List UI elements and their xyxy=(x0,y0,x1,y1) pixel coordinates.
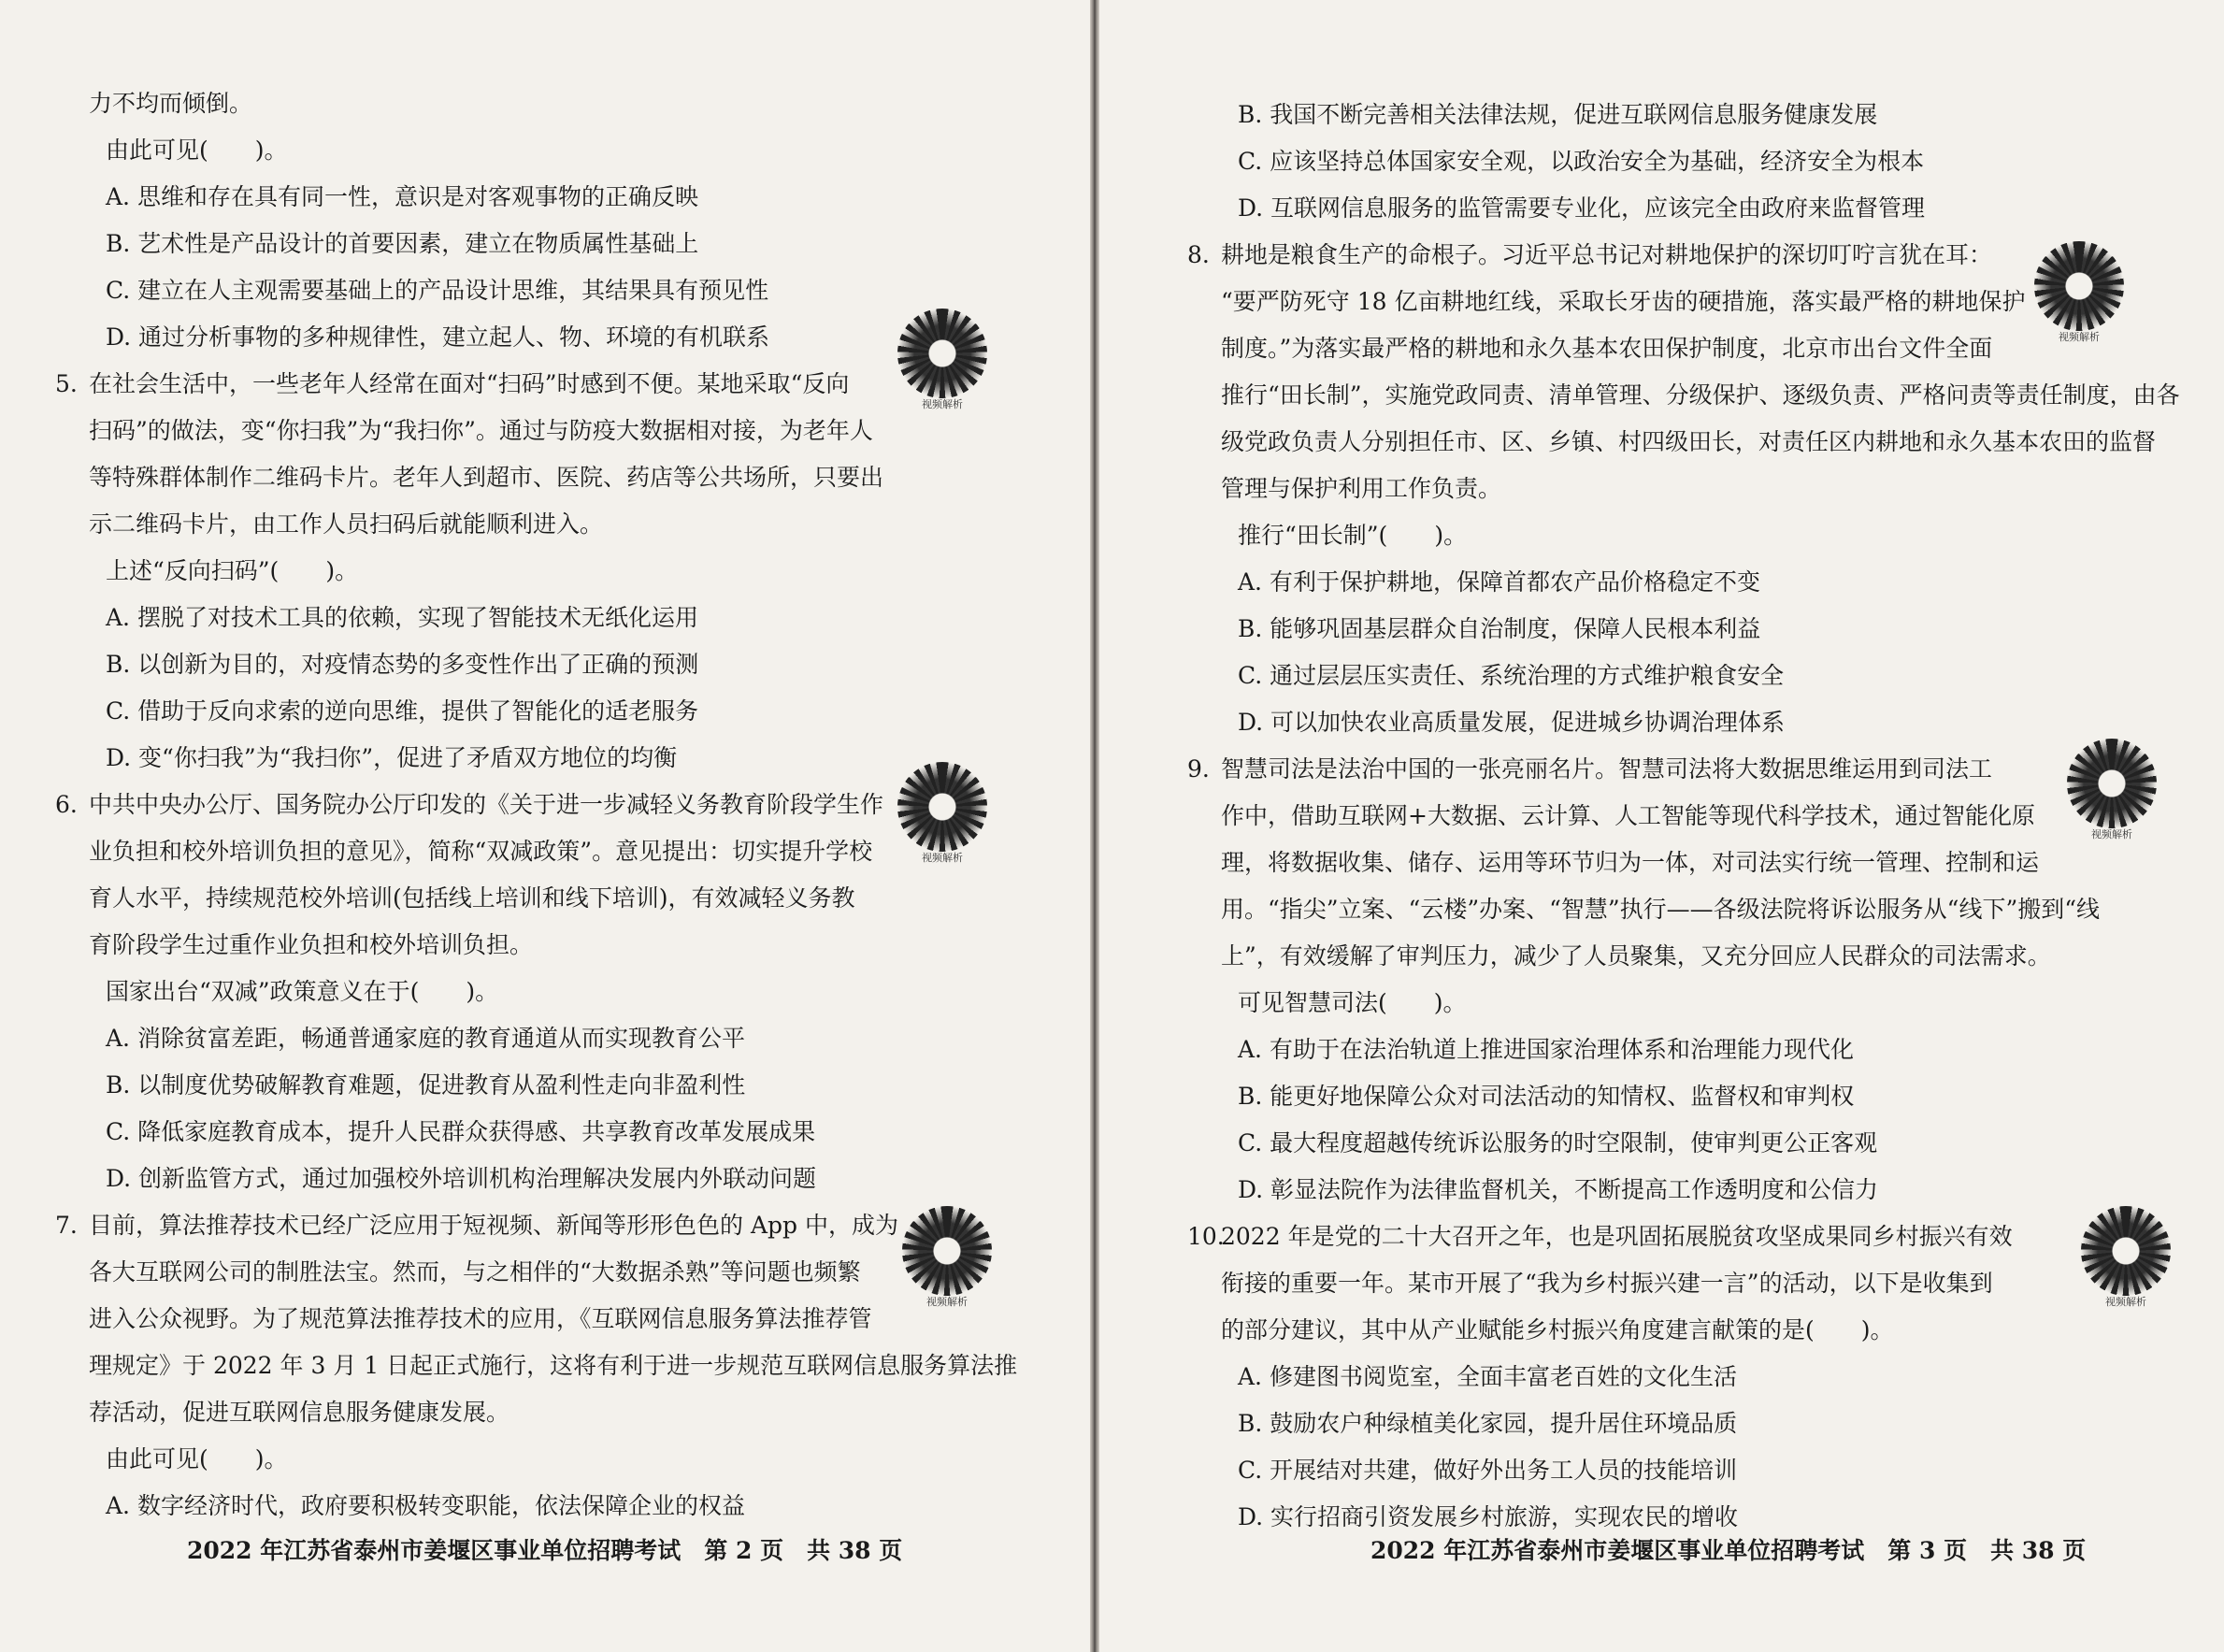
qr-caption: 视频解析 xyxy=(2091,828,2132,840)
text-line: 荐活动，促进互联网信息服务健康发展。 xyxy=(89,1399,510,1426)
answer-option: A. 消除贫富差距，畅通普通家庭的教育通道从而实现教育公平 xyxy=(106,1025,745,1052)
page-footer: 2022 年江苏省泰州市姜堰区事业单位招聘考试 第 3 页 共 38 页 xyxy=(1370,1537,2087,1564)
question-line xyxy=(1187,746,2165,793)
question-text: 智慧司法是法治中国的一张亮丽名片。智慧司法将大数据思维运用到司法工 xyxy=(1221,755,1993,783)
answer-option: B. 鼓励农户种绿植美化家园，提升居住环境品质 xyxy=(1238,1410,1738,1437)
question-text: 耕地是粮食生产的命根子。习近平总书记对耕地保护的深切叮咛言犹在耳： xyxy=(1221,241,1993,268)
answer-option: A. 有助于在法治轨道上推进国家治理体系和治理能力现代化 xyxy=(1238,1036,1854,1063)
answer-option: A. 数字经济时代，政府要积极转变职能，依法保障企业的权益 xyxy=(106,1492,745,1519)
right-page-content xyxy=(1187,92,2180,1541)
answer-option: A. 修建图书阅览室，全面丰富老百姓的文化生活 xyxy=(1238,1363,1737,1390)
question-stem: 推行“田长制”( )。 xyxy=(1238,522,1468,549)
answer-option: A. 摆脱了对技术工具的依赖，实现了智能技术无纸化运用 xyxy=(106,604,698,631)
question-stem: 上述“反向扫码”( )。 xyxy=(106,557,359,584)
qr-caption: 视频解析 xyxy=(926,1296,968,1308)
qr-caption: 视频解析 xyxy=(2059,331,2100,343)
text-line: 的部分建议，其中从产业赋能乡村振兴角度建言献策的是( )。 xyxy=(1221,1316,1894,1343)
left-page-content xyxy=(55,80,1024,1530)
answer-option: B. 以制度优势破解教育难题，促进教育从盈利性走向非盈利性 xyxy=(106,1071,746,1099)
question-line xyxy=(1187,232,2165,279)
text-line: 各大互联网公司的制胜法宝。然而，与之相伴的“大数据杀熟”等问题也频繁 xyxy=(89,1258,861,1286)
question-text: 在社会生活中，一些老年人经常在面对“扫码”时感到不便。某地采取“反向 xyxy=(89,370,850,397)
text-line: 育人水平，持续规范校外培训(包括线上培训和线下培训)，有效减轻义务教 xyxy=(89,884,855,912)
question-number: 8. xyxy=(1187,241,1210,268)
question-text: 中共中央办公厅、国务院办公厅印发的《关于进一步减轻义务教育阶段学生作 xyxy=(89,791,884,818)
question-number: 6. xyxy=(55,791,78,818)
answer-option: D. 通过分析事物的多种规律性，建立起人、物、环境的有机联系 xyxy=(106,323,770,351)
text-line: 制度。”为落实最严格的耕地和永久基本农田保护制度，北京市出台文件全面 xyxy=(1221,335,1993,362)
text-line: 业负担和校外培训负担的意见》，简称“双减政策”。意见提出：切实提升学校 xyxy=(89,838,873,865)
qr-code-icon xyxy=(2034,241,2124,331)
question-line xyxy=(1187,1214,2165,1260)
answer-option: C. 最大程度超越传统诉讼服务的时空限制，使审判更公正客观 xyxy=(1238,1129,1878,1156)
text-line: 上”，有效缓解了审判压力，减少了人员聚集，又充分回应人民群众的司法需求。 xyxy=(1221,942,2051,970)
text-line: 力不均而倾倒。 xyxy=(89,90,253,117)
question-stem: 由此可见( )。 xyxy=(106,1445,288,1472)
qr-code-q7[interactable] xyxy=(902,1206,992,1309)
answer-option: B. 以创新为目的，对疫情态势的多变性作出了正确的预测 xyxy=(106,651,699,678)
text-line: 作中，借助互联网+大数据、云计算、人工智能等现代科学技术，通过智能化原 xyxy=(1221,802,2035,829)
answer-option: D. 可以加快农业高质量发展，促进城乡协调治理体系 xyxy=(1238,709,1786,736)
text-line: 育阶段学生过重作业负担和校外培训负担。 xyxy=(89,931,534,958)
qr-code-q6[interactable] xyxy=(897,762,987,865)
question-stem: 由此可见( )。 xyxy=(106,136,288,164)
qr-code-icon xyxy=(2067,739,2157,828)
text-line: 用。“指尖”立案、“云楼”办案、“智慧”执行——各级法院将诉讼服务从“线下”搬到“线 xyxy=(1221,896,2101,923)
text-line: 理规定》于 2022 年 3 月 1 日起正式施行，这将有利于进一步规范互联网信息服务算法推 xyxy=(89,1352,1018,1379)
answer-option: C. 通过层层压实责任、系统治理的方式维护粮食安全 xyxy=(1238,662,1785,689)
text-line: 理，将数据收集、储存、运用等环节归为一体，对司法实行统一管理、控制和运 xyxy=(1221,849,2040,876)
page-left xyxy=(0,0,1092,1652)
text-line: 进入公众视野。为了规范算法推荐技术的应用，《互联网信息服务算法推荐管 xyxy=(89,1305,872,1332)
qr-caption: 视频解析 xyxy=(922,398,963,410)
answer-option: D. 彰显法院作为法律监督机关，不断提高工作透明度和公信力 xyxy=(1238,1176,1879,1203)
qr-code-icon xyxy=(897,309,987,398)
question-stem: 国家出台“双减”政策意义在于( )。 xyxy=(106,978,499,1005)
text-line: 级党政负责人分别担任市、区、乡镇、村四级田长，对责任区内耕地和永久基本农田的监督 xyxy=(1221,428,2157,455)
qr-code-icon xyxy=(897,762,987,852)
text-line: 扫码”的做法，变“你扫我”为“我扫你”。通过与防疫大数据相对接，为老年人 xyxy=(89,417,873,444)
question-number: 10. xyxy=(1187,1223,1225,1250)
answer-option: C. 建立在人主观需要基础上的产品设计思维，其结果具有预见性 xyxy=(106,277,769,304)
question-line xyxy=(55,1202,1024,1249)
text-line: 推行“田长制”，实施党政同责、清单管理、分级保护、逐级负责、严格问责等责任制度，由各 xyxy=(1221,381,2180,409)
text-line: “要严防死守 18 亿亩耕地红线，采取长牙齿的硬措施，落实最严格的耕地保护 xyxy=(1221,288,2026,315)
qr-caption: 视频解析 xyxy=(2105,1296,2146,1308)
text-line: 示二维码卡片，由工作人员扫码后就能顺利进入。 xyxy=(89,510,604,538)
answer-option: C. 开展结对共建，做好外出务工人员的技能培训 xyxy=(1238,1457,1738,1484)
answer-option: D. 实行招商引资发展乡村旅游，实现农民的增收 xyxy=(1238,1503,1739,1530)
question-number: 9. xyxy=(1187,755,1210,783)
question-text: 2022 年是党的二十大召开之年，也是巩固拓展脱贫攻坚成果同乡村振兴有效 xyxy=(1221,1223,2013,1250)
answer-option: A. 思维和存在具有同一性，意识是对客观事物的正确反映 xyxy=(106,183,698,210)
text-line: 等特殊群体制作二维码卡片。老年人到超市、医院、药店等公共场所，只要出 xyxy=(89,464,884,491)
answer-option: D. 互联网信息服务的监管需要专业化，应该完全由政府来监督管理 xyxy=(1238,194,1926,222)
question-number: 5. xyxy=(55,370,78,397)
answer-option: B. 能够巩固基层群众自治制度，保障人民根本利益 xyxy=(1238,615,1761,642)
qr-code-q8[interactable] xyxy=(2034,241,2124,344)
question-line xyxy=(55,782,1024,828)
text-line: 管理与保护利用工作负责。 xyxy=(1221,475,1502,502)
answer-option: B. 能更好地保障公众对司法活动的知情权、监督权和审判权 xyxy=(1238,1083,1855,1110)
answer-option: C. 借助于反向求索的逆向思维，提供了智能化的适老服务 xyxy=(106,697,699,725)
answer-option: B. 艺术性是产品设计的首要因素，建立在物质属性基础上 xyxy=(106,230,699,257)
answer-option: D. 创新监管方式，通过加强校外培训机构治理解决发展内外联动问题 xyxy=(106,1165,817,1192)
text-line: 衔接的重要一年。某市开展了“我为乡村振兴建一言”的活动，以下是收集到 xyxy=(1221,1270,1993,1297)
answer-option: A. 有利于保护耕地，保障首都农产品价格稳定不变 xyxy=(1238,568,1760,596)
qr-code-q10[interactable] xyxy=(2081,1206,2171,1309)
question-number: 7. xyxy=(55,1212,78,1239)
question-text: 目前，算法推荐技术已经广泛应用于短视频、新闻等形形色色的 App 中，成为 xyxy=(89,1212,898,1239)
qr-code-icon xyxy=(2081,1206,2171,1296)
question-stem: 可见智慧司法( )。 xyxy=(1238,989,1467,1016)
question-line xyxy=(55,361,1024,408)
qr-code-q9[interactable] xyxy=(2067,739,2157,841)
answer-option: C. 降低家庭教育成本，提升人民群众获得感、共享教育改革发展成果 xyxy=(106,1118,816,1145)
qr-code-icon xyxy=(902,1206,992,1296)
qr-caption: 视频解析 xyxy=(922,852,963,864)
book-gutter xyxy=(1090,0,1099,1652)
qr-code-q5[interactable] xyxy=(897,309,987,411)
answer-option: D. 变“你扫我”为“我扫你”，促进了矛盾双方地位的均衡 xyxy=(106,744,678,771)
page-footer: 2022 年江苏省泰州市姜堰区事业单位招聘考试 第 2 页 共 38 页 xyxy=(187,1537,903,1564)
answer-option: B. 我国不断完善相关法律法规，促进互联网信息服务健康发展 xyxy=(1238,101,1878,128)
page-right xyxy=(1099,0,2224,1652)
answer-option: C. 应该坚持总体国家安全观，以政治安全为基础，经济安全为根本 xyxy=(1238,148,1925,175)
